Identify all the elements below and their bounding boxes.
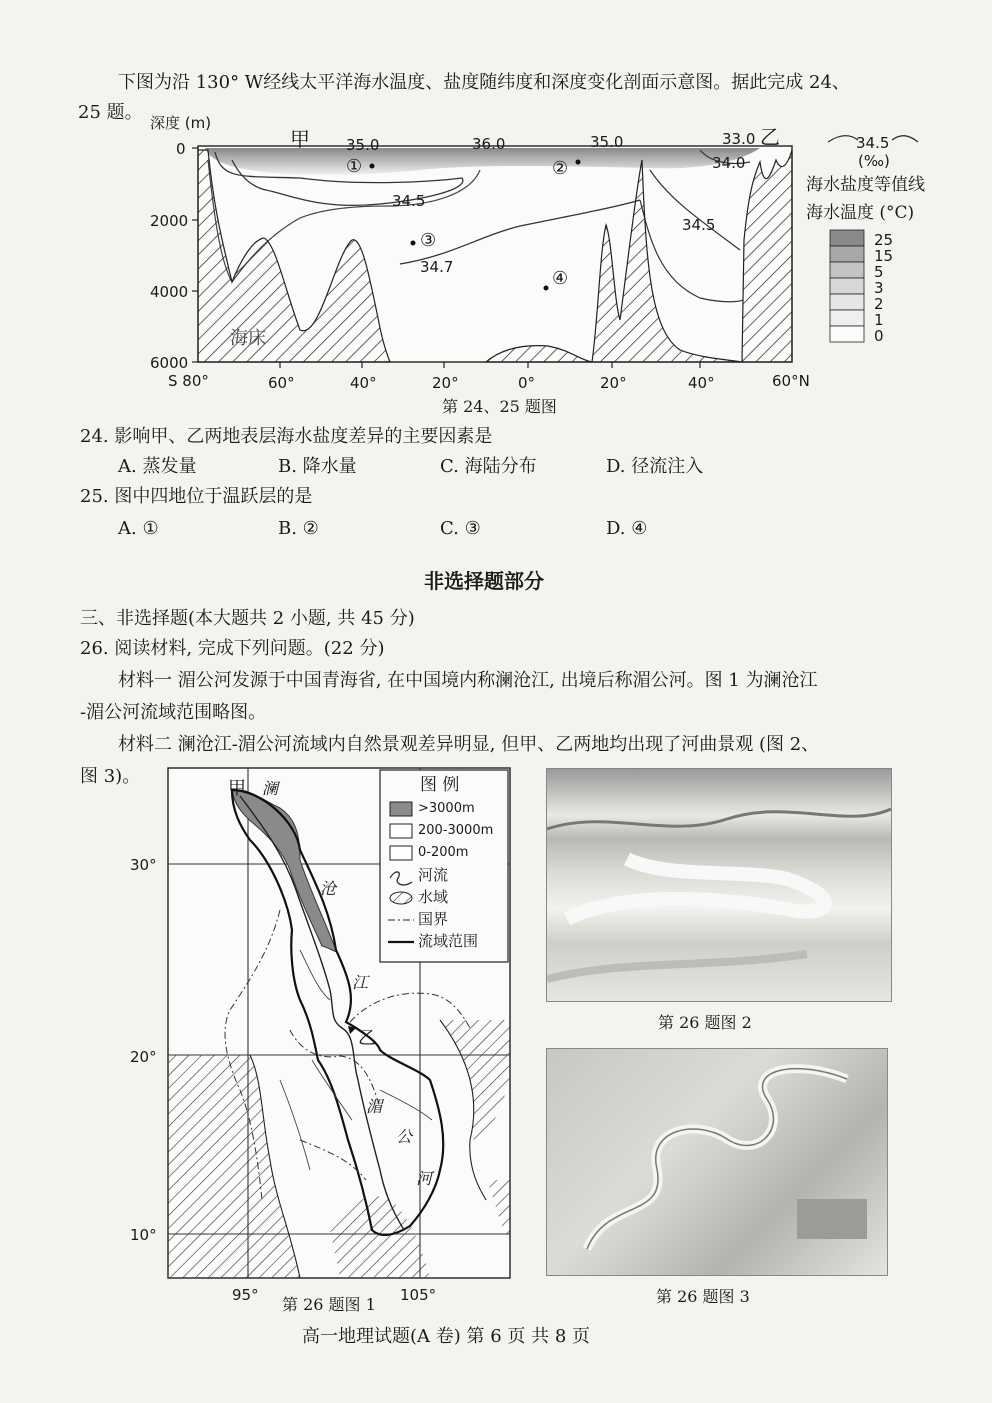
marker-1: ① bbox=[346, 156, 363, 177]
surface-salinity-1: 35.0 bbox=[346, 136, 380, 154]
river-char-jiang: 江 bbox=[352, 973, 369, 992]
map-lat-30: 30° bbox=[130, 856, 157, 874]
temp-swatch-0 bbox=[830, 230, 864, 246]
water-area-icon bbox=[390, 892, 412, 904]
legend-temp-3: 3 bbox=[874, 279, 884, 297]
lat-tick-n40: 40° bbox=[688, 374, 715, 392]
river-char-cang: 沧 bbox=[320, 879, 337, 898]
legend-temp-0: 0 bbox=[874, 327, 884, 345]
marker-2: ② bbox=[552, 158, 569, 179]
legend-item-river: 河流 bbox=[418, 866, 449, 884]
legend-temp-15: 15 bbox=[874, 247, 894, 265]
q24-option-a: A. 蒸发量 bbox=[118, 456, 197, 477]
intro-line-2: 25 题。 bbox=[78, 102, 143, 123]
temp-swatch-5 bbox=[830, 310, 864, 326]
q24-option-d: D. 径流注入 bbox=[606, 456, 704, 477]
q26-heading: 26. 阅读材料, 完成下列问题。(22 分) bbox=[80, 638, 385, 659]
q25-option-c: C. ③ bbox=[440, 518, 481, 539]
material1-line1: 材料一 湄公河发源于中国青海省, 在中国境内称澜沧江, 出境后称湄公河。图 1 为澜沧江 bbox=[118, 670, 818, 691]
q25-option-d: D. ④ bbox=[606, 518, 648, 539]
surface-salinity-2: 36.0 bbox=[472, 135, 506, 153]
salinity-line-34-7: 34.7 bbox=[420, 258, 454, 276]
q25-stem: 25. 图中四地位于温跃层的是 bbox=[80, 486, 313, 507]
map-lon-95: 95° bbox=[232, 1286, 259, 1304]
marker-4: ④ bbox=[552, 268, 569, 289]
river-char-gong: 公 bbox=[396, 1127, 413, 1146]
q24-option-b: B. 降水量 bbox=[278, 456, 357, 477]
river-char-lan: 澜 bbox=[262, 779, 279, 798]
marker-3: ③ bbox=[420, 230, 437, 251]
q25-option-b: B. ② bbox=[278, 518, 319, 539]
legend-swatch-mid bbox=[390, 824, 412, 838]
q24-option-c: C. 海陆分布 bbox=[440, 456, 537, 477]
legend-temp-label: 海水温度 (°C) bbox=[806, 203, 915, 223]
legend-iso-unit: (‰) bbox=[858, 152, 890, 170]
temp-swatch-2 bbox=[830, 262, 864, 278]
section-title: 非选择题部分 bbox=[424, 569, 544, 593]
temp-swatch-4 bbox=[830, 294, 864, 310]
lat-tick-s40: 40° bbox=[350, 374, 377, 392]
lat-tick-0: 0° bbox=[518, 374, 536, 392]
temp-swatch-6 bbox=[830, 326, 864, 342]
map-caption: 第 26 题图 1 bbox=[282, 1295, 376, 1314]
photo2-caption: 第 26 题图 2 bbox=[658, 1013, 752, 1032]
photo-meander-yi bbox=[546, 1048, 888, 1276]
material2-line2: 图 3)。 bbox=[80, 766, 141, 787]
temp-swatch-3 bbox=[830, 278, 864, 294]
intro-line-1: 下图为沿 130° W经线太平洋海水温度、盐度随纬度和深度变化剖面示意图。据此完成 24、 bbox=[118, 72, 850, 93]
depth-tick-4000: 4000 bbox=[150, 283, 189, 301]
profile-caption: 第 24、25 题图 bbox=[442, 397, 557, 416]
legend-temp-25: 25 bbox=[874, 231, 894, 249]
surface-salinity-4: 33.0 bbox=[722, 130, 756, 148]
legend-iso-value: 34.5 bbox=[856, 134, 890, 152]
surface-salinity-3: 35.0 bbox=[590, 133, 624, 151]
map-legend-title: 图 例 bbox=[420, 775, 460, 795]
lat-tick-s20: 20° bbox=[432, 374, 459, 392]
legend-temp-5: 5 bbox=[874, 263, 884, 281]
map-point-jia: 甲 bbox=[228, 778, 246, 799]
seabed-label: 海床 bbox=[230, 328, 266, 349]
legend-item-mid: 200-3000m bbox=[418, 823, 494, 838]
depth-tick-0: 0 bbox=[176, 140, 186, 158]
salinity-line-34-5-left: 34.5 bbox=[392, 192, 426, 210]
legend-temp-2: 2 bbox=[874, 295, 884, 313]
map-lat-10: 10° bbox=[130, 1226, 157, 1244]
q25-option-a: A. ① bbox=[118, 518, 159, 539]
depth-tick-2000: 2000 bbox=[150, 212, 189, 230]
part3-heading: 三、非选择题(本大题共 2 小题, 共 45 分) bbox=[80, 608, 415, 629]
depth-axis-label: 深度 (m) bbox=[150, 114, 212, 132]
map-lat-20: 20° bbox=[130, 1048, 157, 1066]
legend-item-border: 国界 bbox=[418, 910, 449, 928]
depth-tick-6000: 6000 bbox=[150, 354, 189, 372]
lat-tick-s80: S 80° bbox=[168, 372, 209, 390]
material2-line1: 材料二 澜沧江-湄公河流域内自然景观差异明显, 但甲、乙两地均出现了河曲景观 (图 2、 bbox=[118, 734, 820, 755]
map-point-yi: 乙 bbox=[358, 1028, 376, 1049]
legend-iso-label: 海水盐度等值线 bbox=[806, 175, 925, 195]
lat-tick-n60: 60°N bbox=[772, 372, 810, 390]
legend-swatch-high bbox=[390, 802, 412, 816]
lat-tick-s60: 60° bbox=[268, 374, 295, 392]
legend-swatch-low bbox=[390, 846, 412, 860]
salinity-line-34-5-right: 34.5 bbox=[682, 216, 716, 234]
legend-item-high: >3000m bbox=[418, 801, 475, 816]
profile-point-yi: 乙 bbox=[760, 125, 780, 149]
map-lon-105: 105° bbox=[400, 1286, 437, 1304]
page-footer: 高一地理试题(A 卷) 第 6 页 共 8 页 bbox=[302, 1326, 590, 1347]
legend-item-basin: 流域范围 bbox=[418, 932, 479, 950]
material1-line2: -湄公河流域范围略图。 bbox=[80, 702, 267, 723]
river-char-he: 河 bbox=[416, 1169, 433, 1188]
legend-item-water: 水域 bbox=[418, 888, 449, 906]
q24-stem: 24. 影响甲、乙两地表层海水盐度差异的主要因素是 bbox=[80, 426, 493, 447]
river-char-mei: 湄 bbox=[366, 1097, 383, 1116]
photo3-caption: 第 26 题图 3 bbox=[656, 1287, 750, 1306]
legend-item-low: 0-200m bbox=[418, 845, 469, 860]
legend-temp-1: 1 bbox=[874, 311, 884, 329]
photo-meander-jia bbox=[546, 768, 892, 1002]
temp-swatch-1 bbox=[830, 246, 864, 262]
lat-tick-n20: 20° bbox=[600, 374, 627, 392]
salinity-line-34-0: 34.0 bbox=[712, 154, 746, 172]
profile-point-jia: 甲 bbox=[290, 127, 310, 151]
temperature-legend-swatches bbox=[830, 230, 864, 342]
